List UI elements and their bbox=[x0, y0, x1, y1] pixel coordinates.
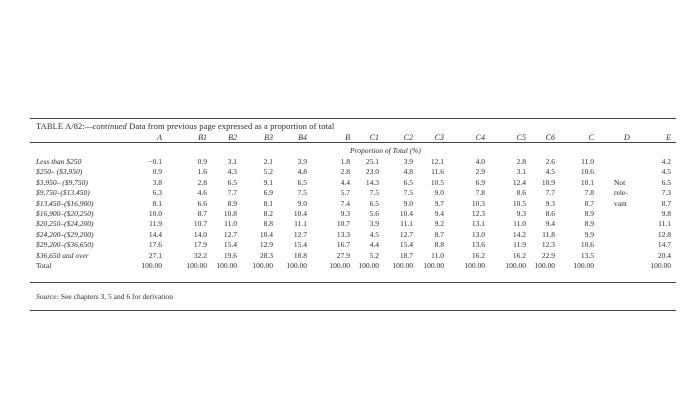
header-rule bbox=[30, 142, 676, 143]
table-cell: 10.9 bbox=[541, 177, 555, 187]
table-cell: 14.0 bbox=[193, 229, 207, 239]
table-cell: 12.9 bbox=[259, 240, 273, 250]
table-cell: 12.7 bbox=[293, 229, 307, 239]
table-cell: 10.4 bbox=[399, 209, 413, 218]
table-cell: 100.00 bbox=[392, 261, 413, 270]
table-cell: 4.3 bbox=[227, 167, 237, 177]
table-cell: 15.4 bbox=[223, 240, 237, 250]
table-cell: 4.6 bbox=[197, 188, 207, 198]
table-cell: 8.7 bbox=[197, 209, 207, 218]
table-cell: 10.7 bbox=[336, 219, 350, 229]
table-cell: 9.3 bbox=[340, 209, 350, 218]
table-cell: 100.00 bbox=[573, 261, 594, 270]
table-cell: 7.7 bbox=[545, 188, 555, 198]
table-cell: 2.9 bbox=[475, 167, 485, 177]
table-cell: 100.00 bbox=[534, 261, 555, 270]
table-cell: 11.0 bbox=[513, 219, 526, 229]
column-header: B1 bbox=[198, 133, 207, 142]
table-cell: 6.5 bbox=[661, 177, 671, 187]
row-label: $36,650 and over bbox=[36, 250, 89, 260]
table-cell: 13.6 bbox=[471, 240, 485, 250]
table-cell: 27.1 bbox=[148, 250, 162, 260]
table-cell: 9.4 bbox=[545, 219, 555, 229]
table-cell: 9.7 bbox=[434, 198, 444, 208]
table-cell: 6.6 bbox=[197, 198, 207, 208]
table-cell: 14.4 bbox=[148, 229, 162, 239]
table-cell: 7.3 bbox=[661, 188, 671, 198]
table-cell: 9.3 bbox=[545, 198, 555, 208]
column-header: C4 bbox=[475, 133, 485, 142]
table-cell: 12.1 bbox=[430, 157, 444, 166]
table-cell: 8.8 bbox=[434, 240, 444, 250]
d-column-note-line: vant bbox=[614, 198, 627, 208]
table-cell: 7.8 bbox=[584, 188, 594, 198]
table-cell: 100.00 bbox=[358, 261, 379, 270]
table-cell: 9.9 bbox=[584, 229, 594, 239]
row-label: $250– ($3,950) bbox=[36, 167, 83, 177]
column-header: C2 bbox=[403, 133, 413, 142]
source-text: See chapters 3, 5 and 6 for derivation bbox=[59, 292, 173, 301]
table-cell: 2.8 bbox=[197, 177, 207, 187]
table-cell: 3.9 bbox=[369, 219, 379, 229]
source-note bbox=[36, 292, 173, 301]
table-cell: 1.6 bbox=[197, 167, 207, 177]
table-cell: 2.8 bbox=[340, 167, 350, 177]
table-cell: 27.9 bbox=[336, 250, 350, 260]
table-cell: 4.0 bbox=[475, 157, 485, 166]
table-cell: 7.5 bbox=[297, 188, 307, 198]
table-cell: 6.5 bbox=[297, 177, 307, 187]
table-cell: 11.0 bbox=[431, 250, 444, 260]
table-cell: 11.1 bbox=[294, 219, 307, 229]
table-cell: 100.00 bbox=[186, 261, 207, 270]
table-cell: 3.9 bbox=[403, 157, 413, 166]
row-label: $20,250–($24,200) bbox=[36, 219, 94, 229]
table-cell: 15.4 bbox=[293, 240, 307, 250]
table-cell: 7.5 bbox=[369, 188, 379, 198]
column-header: B2 bbox=[228, 133, 237, 142]
table-cell: 12.7 bbox=[223, 229, 237, 239]
table-cell: 5.7 bbox=[340, 188, 350, 198]
table-cell: 28.3 bbox=[259, 250, 273, 260]
table-cell: −0.1 bbox=[148, 157, 162, 166]
table-cell: 8.9 bbox=[584, 209, 594, 218]
table-cell: 12.7 bbox=[399, 229, 413, 239]
table-cell: 16.2 bbox=[471, 250, 485, 260]
table-cell: 6.5 bbox=[227, 177, 237, 187]
table-cell: 4.8 bbox=[297, 167, 307, 177]
table-cell: 8.6 bbox=[545, 209, 555, 218]
table-cell: 14.7 bbox=[657, 240, 671, 250]
table-cell: 12.4 bbox=[512, 177, 526, 187]
caption-lead: TABLE A/82: bbox=[36, 121, 85, 131]
table-cell: 3.9 bbox=[297, 157, 307, 166]
table-cell: 8.9 bbox=[227, 198, 237, 208]
table-cell: 10.6 bbox=[580, 240, 594, 250]
table-cell: 8.2 bbox=[263, 209, 273, 218]
table-cell: 16.2 bbox=[512, 250, 526, 260]
table-cell: 2.6 bbox=[545, 157, 555, 166]
table-cell: 9.3 bbox=[516, 209, 526, 218]
table-cell: 7.7 bbox=[227, 188, 237, 198]
table-cell: 20.4 bbox=[657, 250, 671, 260]
table-cell: 0.9 bbox=[197, 157, 207, 166]
table-cell: 13.5 bbox=[580, 250, 594, 260]
table-cell: 10.1 bbox=[580, 177, 594, 187]
row-label: Less than $250 bbox=[36, 157, 82, 166]
table-cell: 11.1 bbox=[658, 219, 671, 229]
table-cell: 8.7 bbox=[661, 198, 671, 208]
table-cell: 11.0 bbox=[224, 219, 237, 229]
row-label: $29,200–($36,650) bbox=[36, 240, 94, 250]
table-cell: 7.4 bbox=[340, 198, 350, 208]
table-cell: 9.0 bbox=[297, 198, 307, 208]
table-cell: 100.00 bbox=[141, 261, 162, 270]
table-cell: 8.7 bbox=[584, 198, 594, 208]
table-cell: 8.7 bbox=[434, 229, 444, 239]
table-cell: 17.9 bbox=[193, 240, 207, 250]
table-cell: 2.1 bbox=[263, 157, 273, 166]
table-cell: 8.9 bbox=[584, 219, 594, 229]
table-cell: 7.8 bbox=[475, 188, 485, 198]
table-cell: 100.00 bbox=[505, 261, 526, 270]
table-cell: 14.3 bbox=[365, 177, 379, 187]
table-cell: 6.9 bbox=[263, 188, 273, 198]
column-header: C3 bbox=[434, 133, 444, 142]
table-cell: 4.2 bbox=[661, 157, 671, 166]
table-cell: 11.8 bbox=[542, 229, 555, 239]
table-cell: 10.4 bbox=[293, 209, 307, 218]
column-header: C1 bbox=[369, 133, 379, 142]
table-cell: 12.3 bbox=[541, 240, 555, 250]
table-cell: 2.8 bbox=[516, 157, 526, 166]
table-cell: 10.3 bbox=[471, 198, 485, 208]
table-cell: 1.8 bbox=[340, 157, 350, 166]
table-cell: 4.4 bbox=[369, 240, 379, 250]
row-label: Total bbox=[36, 261, 52, 270]
table-cell: 100.00 bbox=[423, 261, 444, 270]
table-cell: 10.5 bbox=[512, 198, 526, 208]
table-cell: 6.3 bbox=[152, 188, 162, 198]
table-cell: 12.8 bbox=[657, 229, 671, 239]
table-cell: 10.4 bbox=[259, 229, 273, 239]
table-cell: 100.00 bbox=[286, 261, 307, 270]
column-header: C6 bbox=[545, 133, 555, 142]
table-cell: 10.5 bbox=[430, 177, 444, 187]
table-cell: 15.4 bbox=[399, 240, 413, 250]
column-header: B3 bbox=[264, 133, 273, 142]
table-cell: 5.2 bbox=[263, 167, 273, 177]
table-cell: 22.9 bbox=[541, 250, 555, 260]
table-cell: 13.0 bbox=[471, 229, 485, 239]
table-cell: 11.6 bbox=[431, 167, 444, 177]
table-cell: 8.8 bbox=[263, 219, 273, 229]
table-cell: 18.7 bbox=[399, 250, 413, 260]
table-cell: 10.7 bbox=[193, 219, 207, 229]
row-label: $3,950– ($9,750) bbox=[36, 177, 88, 187]
table-cell: 11.0 bbox=[581, 157, 594, 166]
table-cell: 3.8 bbox=[152, 177, 162, 187]
column-header: D bbox=[624, 133, 630, 142]
table-cell: 11.9 bbox=[149, 219, 162, 229]
table-cell: 10.0 bbox=[148, 209, 162, 218]
table-cell: 23.0 bbox=[365, 167, 379, 177]
table-cell: 9.8 bbox=[661, 209, 671, 218]
table-cell: 9.1 bbox=[263, 177, 273, 187]
table-cell: 7.5 bbox=[403, 188, 413, 198]
table-cell: 3.1 bbox=[227, 157, 237, 166]
table-cell: 0.9 bbox=[152, 167, 162, 177]
table-cell: 5.6 bbox=[369, 209, 379, 218]
table-cell: 12.3 bbox=[471, 209, 485, 218]
table-cell: 32.2 bbox=[193, 250, 207, 260]
table-cell: 4.4 bbox=[340, 177, 350, 187]
table-cell: 8.6 bbox=[516, 188, 526, 198]
column-header: C bbox=[588, 133, 594, 142]
column-header: B4 bbox=[298, 133, 307, 142]
proportion-subhead: Proportion of Total (%) bbox=[350, 146, 421, 155]
bottom-rule bbox=[30, 282, 676, 283]
table-cell: 6.9 bbox=[475, 177, 485, 187]
column-header: B bbox=[345, 133, 350, 142]
table-cell: 25.1 bbox=[365, 157, 379, 166]
table-cell: 17.6 bbox=[148, 240, 162, 250]
table-cell: 9.0 bbox=[403, 198, 413, 208]
table-cell: 8.1 bbox=[263, 198, 273, 208]
table-cell: 4.8 bbox=[403, 167, 413, 177]
table-cell: 4.5 bbox=[545, 167, 555, 177]
top-rule bbox=[30, 118, 676, 119]
source-label: Source: bbox=[36, 292, 60, 301]
table-cell: 11.1 bbox=[400, 219, 413, 229]
row-label: $9,750–($13,450) bbox=[36, 188, 90, 198]
table-cell: 9.2 bbox=[434, 219, 444, 229]
table-cell: 100.00 bbox=[329, 261, 350, 270]
column-header: C5 bbox=[516, 133, 526, 142]
table-cell: 5.2 bbox=[369, 250, 379, 260]
table-cell: 10.8 bbox=[223, 209, 237, 218]
table-cell: 6.5 bbox=[403, 177, 413, 187]
row-label: $16,900–($20,250) bbox=[36, 209, 94, 218]
footer-rule bbox=[30, 310, 676, 311]
table-caption bbox=[36, 121, 334, 131]
table-cell: 100.00 bbox=[252, 261, 273, 270]
table-cell: 14.2 bbox=[512, 229, 526, 239]
column-header: E bbox=[666, 133, 671, 142]
table-cell: 13.3 bbox=[336, 229, 350, 239]
table-cell: 9.0 bbox=[434, 188, 444, 198]
table-cell: 6.5 bbox=[369, 198, 379, 208]
table-cell: 3.1 bbox=[516, 167, 526, 177]
caption-text: Data from previous page expressed as a proportion of total bbox=[126, 121, 335, 131]
table-cell: 100.00 bbox=[464, 261, 485, 270]
table-cell: 100.00 bbox=[650, 261, 671, 270]
row-label: $13,450–($16,900) bbox=[36, 198, 94, 208]
table-cell: 8.1 bbox=[152, 198, 162, 208]
table-cell: 18.8 bbox=[293, 250, 307, 260]
table-cell: 19.6 bbox=[223, 250, 237, 260]
table-cell: 10.6 bbox=[580, 167, 594, 177]
table-cell: 16.7 bbox=[336, 240, 350, 250]
row-label: $24,200–($29,200) bbox=[36, 229, 94, 239]
table-cell: 100.00 bbox=[216, 261, 237, 270]
table-cell: 4.5 bbox=[369, 229, 379, 239]
caption-continued: —continued bbox=[84, 121, 127, 131]
d-column-note-line: Not bbox=[614, 177, 626, 187]
table-cell: 9.4 bbox=[434, 209, 444, 218]
table-cell: 11.9 bbox=[513, 240, 526, 250]
table-cell: 4.5 bbox=[661, 167, 671, 177]
column-header: A bbox=[157, 133, 162, 142]
table-cell: 13.1 bbox=[471, 219, 485, 229]
d-column-note-line: rele- bbox=[614, 188, 628, 198]
